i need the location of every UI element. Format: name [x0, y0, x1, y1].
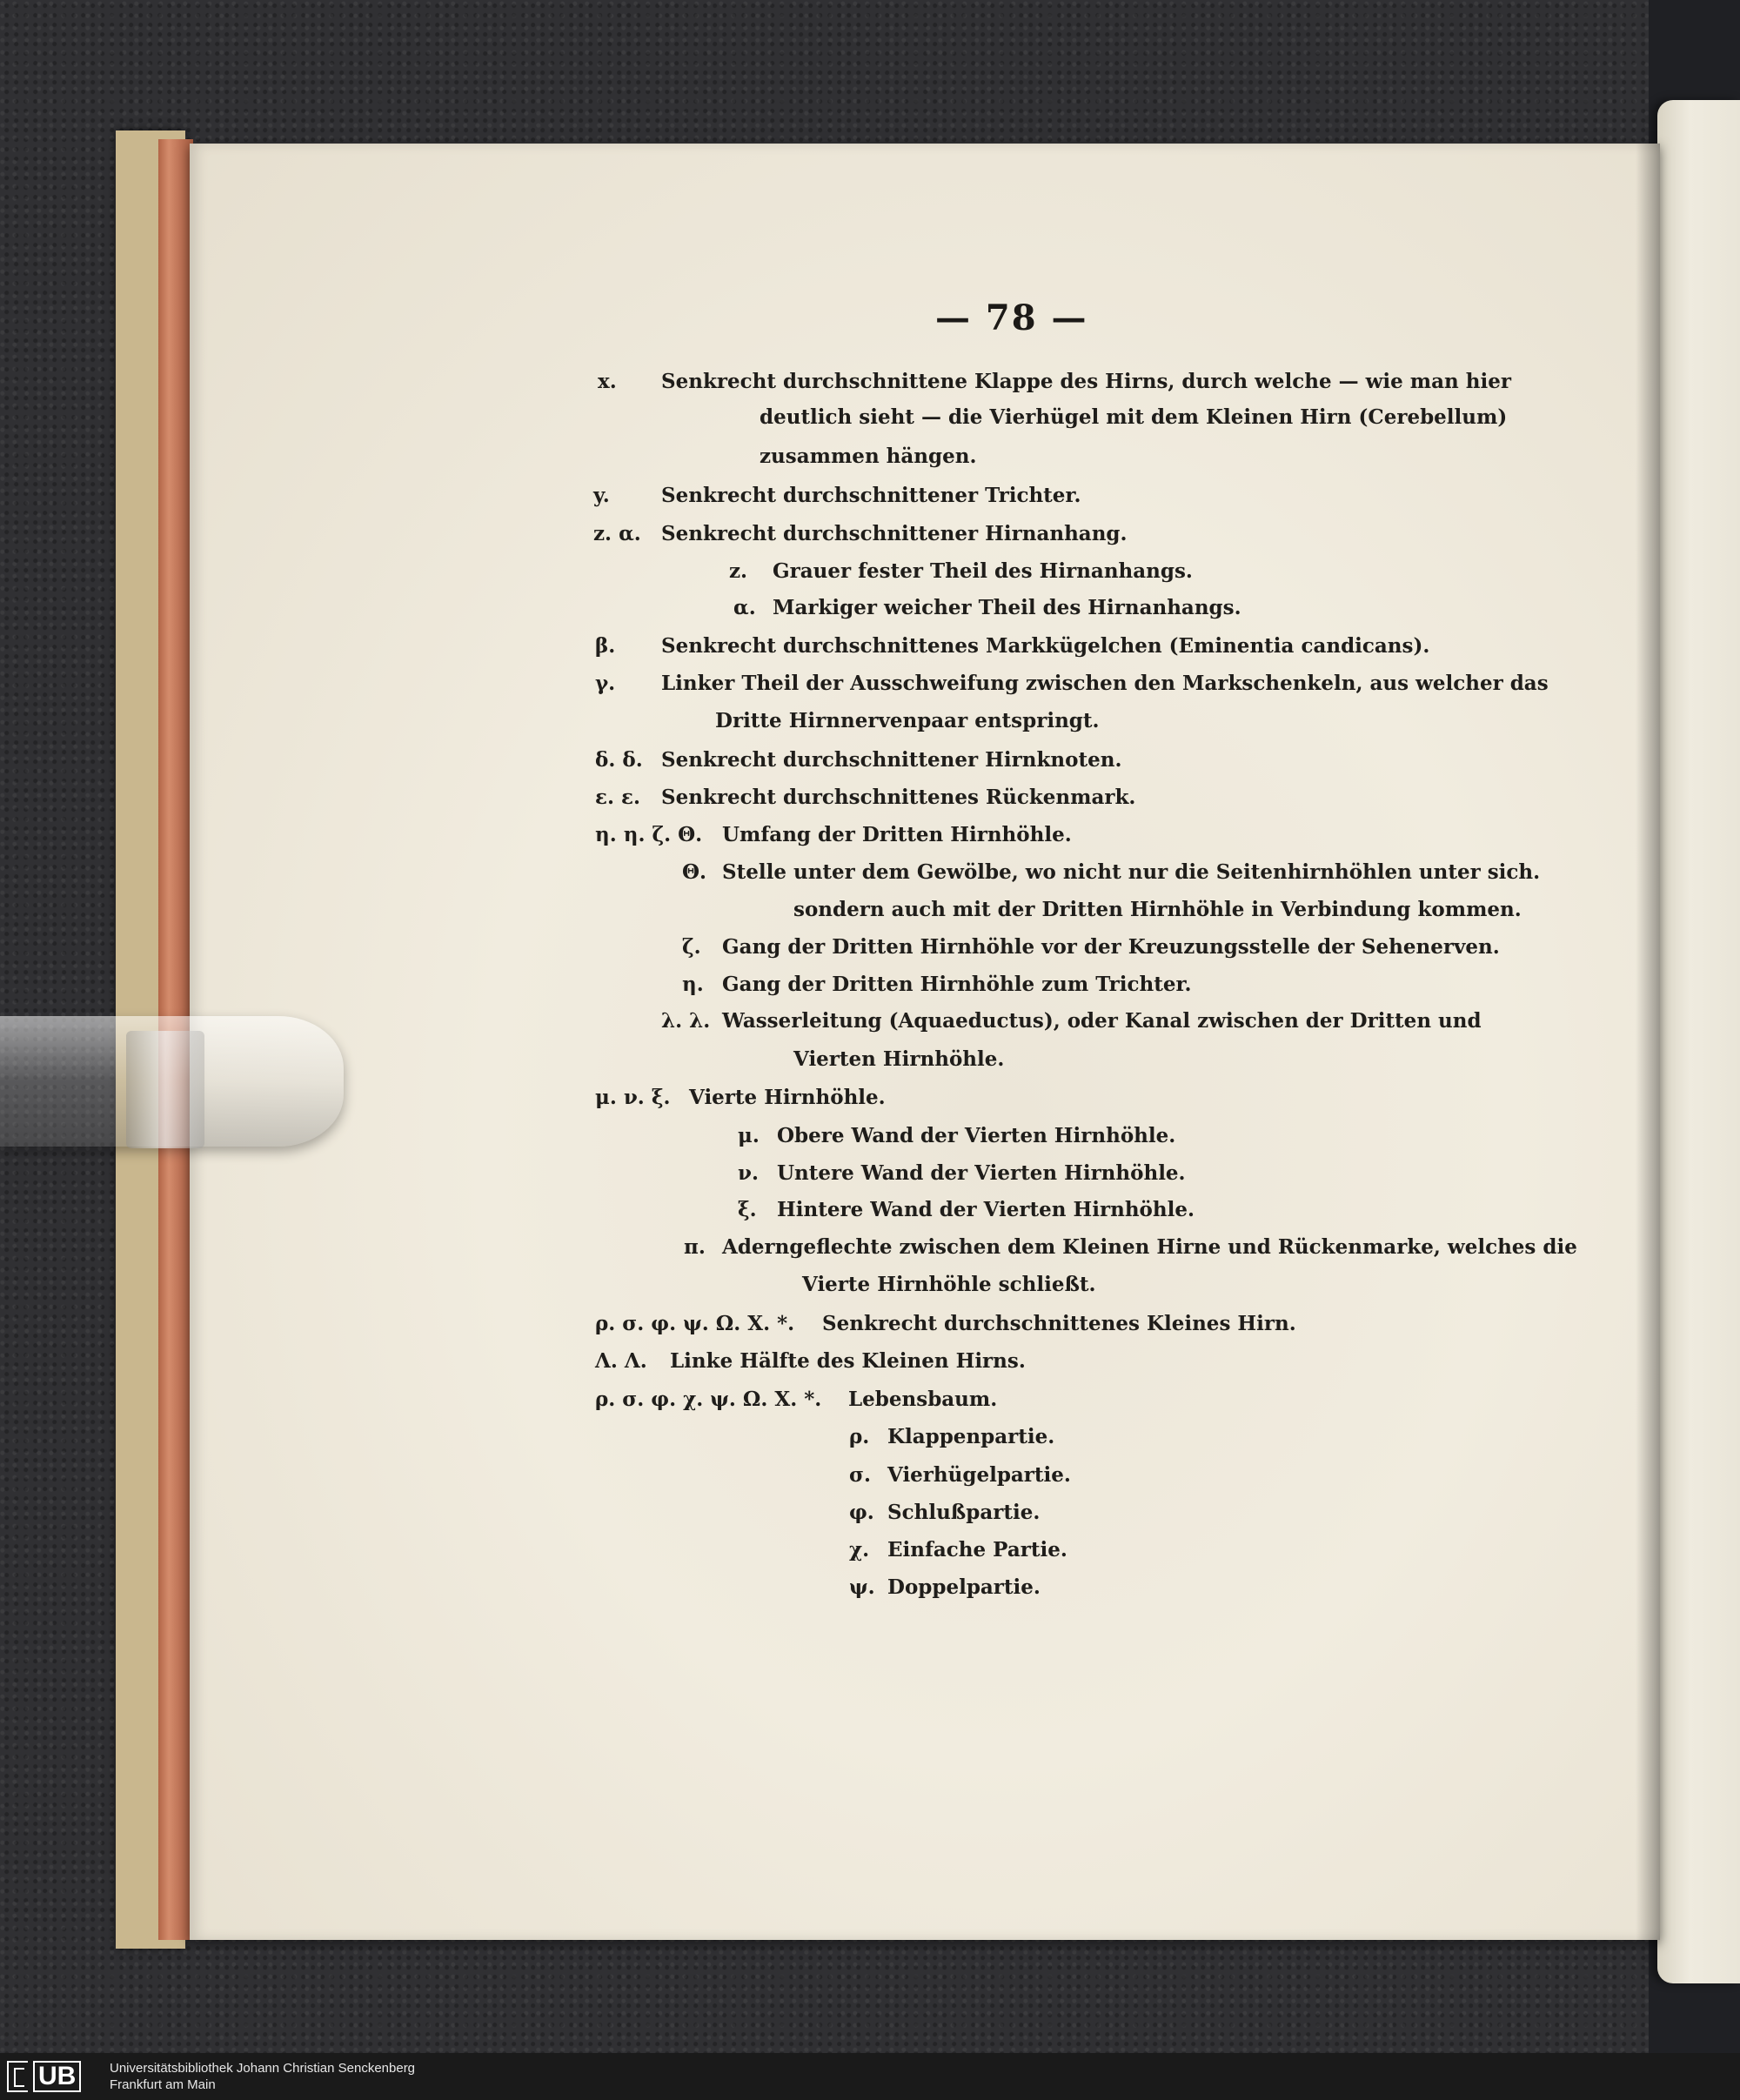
facing-page-edge [1657, 100, 1740, 1983]
entry-label: ν. [738, 1161, 759, 1185]
ub-logo-icon [7, 2061, 81, 2092]
entry-label: λ. λ. [661, 1009, 711, 1033]
entry-label: μ. [738, 1124, 760, 1147]
entry-text-continued: zusammen hängen. [760, 445, 977, 468]
footer-text [110, 2060, 415, 2093]
entry-label: φ. [849, 1501, 874, 1524]
entry-text: Lebensbaum. [848, 1388, 998, 1411]
entry-label: η. [682, 973, 704, 996]
entry-label: ε. ε. [595, 786, 640, 809]
entry-label: σ. [849, 1463, 871, 1487]
entry-label: ρ. σ. φ. ψ. Ω. X. *. [595, 1312, 795, 1335]
entry-text: Senkrecht durchschnittenes Rückenmark. [661, 786, 1136, 809]
entry-label: δ. δ. [595, 748, 643, 772]
entry-text: Vierte Hirnhöhle. [689, 1086, 886, 1109]
entry-label: Θ. [682, 860, 707, 884]
entry-text: Aderngeflechte zwischen dem Kleinen Hirne und Rückenmarke, welches die [722, 1235, 1577, 1259]
footer-line-2: Frankfurt am Main [110, 2077, 216, 2092]
page-number: — 78 — [935, 298, 1088, 338]
entry-text: Wasserleitung (Aquaeductus), oder Kanal zwischen der Dritten und [722, 1009, 1482, 1033]
entry-text-continued: deutlich sieht — die Vierhügel mit dem Kleinen Hirn (Cerebellum) [760, 405, 1508, 429]
entry-label: Λ. Λ. [595, 1349, 647, 1373]
entry-text: Linke Hälfte des Kleinen Hirns. [670, 1349, 1026, 1373]
entry-text: Vierhügelpartie. [887, 1463, 1071, 1487]
entry-text: Senkrecht durchschnittenes Markkügelchen (Eminentia candicans). [661, 634, 1430, 658]
entry-label: β. [595, 634, 616, 658]
entry-text: Umfang der Dritten Hirnhöhle. [722, 823, 1072, 846]
entry-text: Grauer fester Theil des Hirnanhangs. [773, 559, 1193, 583]
entry-text: Schlußpartie. [887, 1501, 1041, 1524]
entry-text: Doppelpartie. [887, 1575, 1041, 1599]
entry-text: Gang der Dritten Hirnhöhle vor der Kreuzungsstelle der Sehenerven. [722, 935, 1500, 959]
entry-text: Einfache Partie. [887, 1538, 1067, 1562]
entry-label: x. [598, 370, 617, 393]
entry-label: ψ. [849, 1575, 875, 1599]
entry-text: Senkrecht durchschnittener Hirnanhang. [661, 522, 1128, 545]
entry-text: Hintere Wand der Vierten Hirnhöhle. [777, 1198, 1195, 1221]
entry-label: ρ. σ. φ. χ. ψ. Ω. X. *. [595, 1388, 822, 1411]
entry-label: ξ. [738, 1198, 757, 1221]
entry-label: α. [733, 596, 756, 619]
entry-text: Klappenpartie. [887, 1425, 1055, 1448]
entry-text-continued: Vierten Hirnhöhle. [793, 1047, 1005, 1071]
entry-text-continued: Vierte Hirnhöhle schließt. [802, 1273, 1096, 1296]
footer-line-1: Universitätsbibliothek Johann Christian Senckenberg [110, 2061, 416, 2076]
entry-text: Untere Wand der Vierten Hirnhöhle. [777, 1161, 1186, 1185]
entry-text: Obere Wand der Vierten Hirnhöhle. [777, 1124, 1176, 1147]
entry-label: ζ. [682, 935, 701, 959]
entry-text: Stelle unter dem Gewölbe, wo nicht nur die Seitenhirnhöhlen unter sich. [722, 860, 1541, 884]
entry-text: Markiger weicher Theil des Hirnanhangs. [773, 596, 1241, 619]
entry-label: π. [684, 1235, 706, 1259]
entry-text: Linker Theil der Ausschweifung zwischen den Markschenkeln, aus welcher das [661, 672, 1549, 695]
entry-text-continued: Dritte Hirnnervenpaar entspringt. [715, 709, 1100, 732]
entry-text: Senkrecht durchschnittenes Kleines Hirn. [822, 1312, 1296, 1335]
ub-logo-text: UB [33, 2061, 81, 2092]
page-clip-band [126, 1031, 204, 1148]
entry-text: Senkrecht durchschnittener Trichter. [661, 484, 1081, 507]
entry-text: Senkrecht durchschnittene Klappe des Hirns, durch welche — wie man hier [661, 370, 1511, 393]
entry-label: z. α. [593, 522, 641, 545]
entry-label: η. η. ζ. Θ. [595, 823, 703, 846]
entry-label: γ. [595, 672, 616, 695]
entry-text: Gang der Dritten Hirnhöhle zum Trichter. [722, 973, 1192, 996]
footer-bar [0, 2053, 1740, 2100]
entry-text: Senkrecht durchschnittener Hirnknoten. [661, 748, 1122, 772]
entry-label: y. [593, 484, 610, 507]
entry-label: μ. ν. ξ. [595, 1086, 671, 1109]
entry-label: χ. [849, 1538, 870, 1562]
ub-mark-icon [7, 2061, 28, 2092]
gutter-shadow [1636, 144, 1660, 1940]
entry-text-continued: sondern auch mit der Dritten Hirnhöhle in Verbindung kommen. [793, 898, 1522, 921]
entry-label: z. [729, 559, 748, 583]
entry-label: ρ. [849, 1425, 870, 1448]
